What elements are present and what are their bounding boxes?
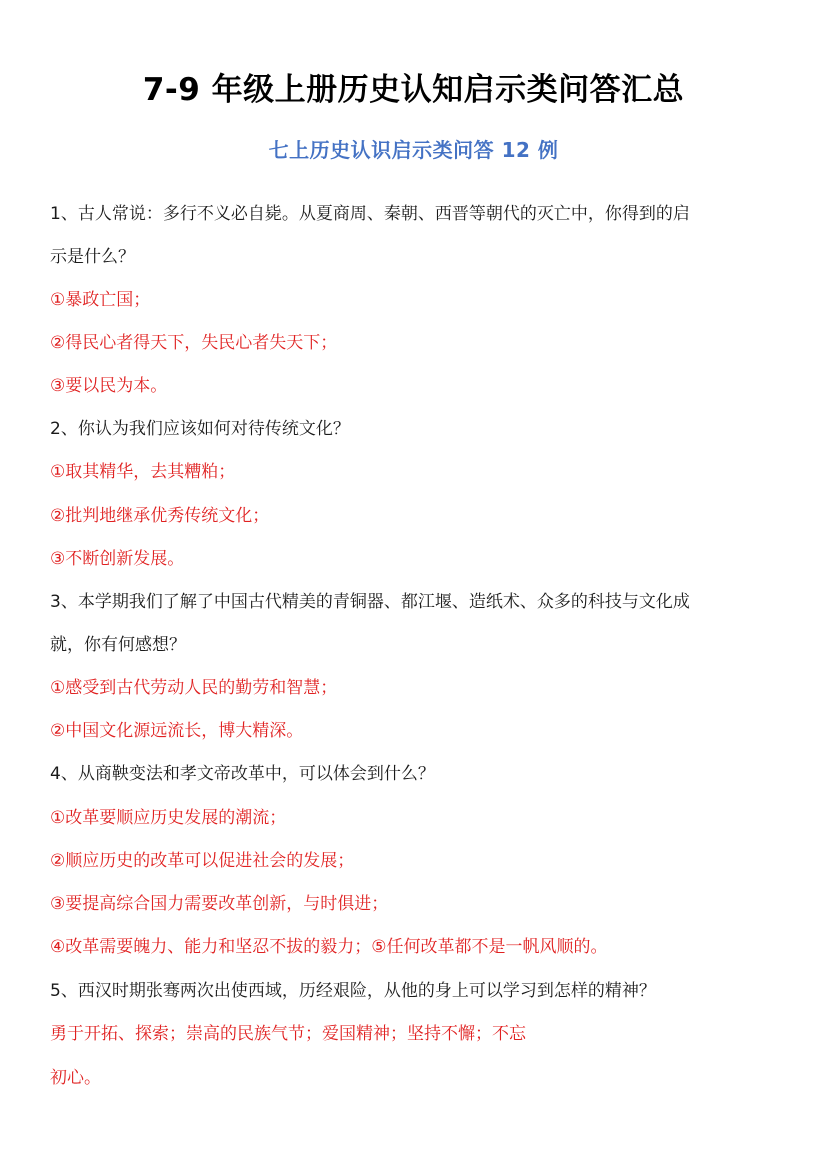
question-3-line-2: 就，你有何感想？ (50, 635, 186, 655)
answer-2-item-1: ①取其精华，去其糟粕； (50, 462, 236, 482)
answer-5-line-1: 勇于开拓、探索；崇高的民族气节；爱国精神；坚持不懈；不忘 (50, 1024, 526, 1044)
answer-1-item-2: ②得民心者得天下，失民心者失天下； (50, 333, 338, 353)
answer-2-item-3: ③不断创新发展。 (50, 549, 185, 569)
question-3-line-1: 3、本学期我们了解了中国古代精美的青铜器、都江堰、造纸术、众多的科技与文化成 (50, 592, 690, 612)
answer-3-item-2: ②中国文化源远流长，博大精深。 (50, 721, 304, 741)
document-title: 7-9 年级上册历史认知启示类问答汇总 (142, 72, 685, 108)
document-subtitle: 七上历史认识启示类问答 12 例 (268, 138, 559, 162)
question-4: 4、从商鞅变法和孝文帝改革中，可以体会到什么？ (50, 764, 435, 784)
answer-4-item-2: ②顺应历史的改革可以促进社会的发展； (50, 851, 355, 871)
answer-1-item-3: ③要以民为本。 (50, 376, 168, 396)
question-1-line-1: 1、古人常说：多行不义必自毙。从夏商周、秦朝、西晋等朝代的灭亡中，你得到的启 (50, 204, 690, 224)
answer-3-item-1: ①感受到古代劳动人民的勤劳和智慧； (50, 678, 338, 698)
answer-1-item-1: ①暴政亡国； (50, 290, 151, 310)
answer-4-item-3: ③要提高综合国力需要改革创新，与时俱进； (50, 894, 389, 914)
answer-2-item-2: ②批判地继承优秀传统文化； (50, 506, 270, 526)
answer-4-item-1: ①改革要顺应历史发展的潮流； (50, 808, 287, 828)
question-1-line-2: 示是什么？ (50, 247, 135, 267)
question-5: 5、西汉时期张骞两次出使西域，历经艰险，从他的身上可以学习到怎样的精神？ (50, 981, 656, 1001)
question-2: 2、你认为我们应该如何对待传统文化？ (50, 419, 350, 439)
answer-5-line-2: 初心。 (50, 1068, 101, 1088)
answer-4-item-4: ④改革需要魄力、能力和坚忍不拔的毅力；⑤任何改革都不是一帆风顺的。 (50, 937, 608, 957)
